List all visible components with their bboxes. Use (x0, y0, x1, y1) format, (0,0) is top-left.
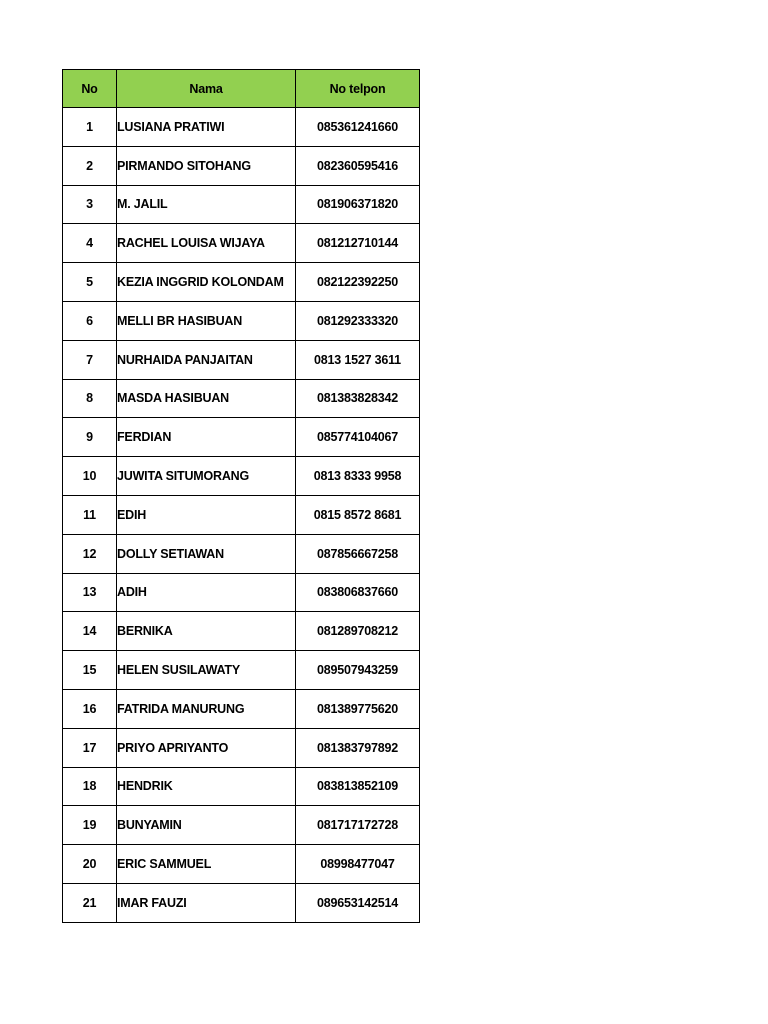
row-name: KEZIA INGGRID KOLONDAM (117, 263, 296, 302)
row-phone: 081906371820 (296, 185, 420, 224)
contact-table (62, 69, 420, 923)
table-row (63, 767, 420, 806)
row-name: EDIH (117, 495, 296, 534)
row-phone: 082360595416 (296, 146, 420, 185)
row-number: 3 (63, 185, 117, 224)
table-row (63, 612, 420, 651)
row-name: MASDA HASIBUAN (117, 379, 296, 418)
table-row (63, 263, 420, 302)
table-row (63, 651, 420, 690)
row-number: 19 (63, 806, 117, 845)
table-row (63, 845, 420, 884)
row-name: HENDRIK (117, 767, 296, 806)
row-number: 4 (63, 224, 117, 263)
row-number: 13 (63, 573, 117, 612)
row-number: 1 (63, 108, 117, 147)
table-row (63, 224, 420, 263)
row-phone: 08998477047 (296, 845, 420, 884)
row-phone: 0813 1527 3611 (296, 340, 420, 379)
row-number: 18 (63, 767, 117, 806)
header-telpon: No telpon (296, 70, 420, 108)
table-row (63, 108, 420, 147)
row-number: 15 (63, 651, 117, 690)
row-name: JUWITA SITUMORANG (117, 457, 296, 496)
row-number: 10 (63, 457, 117, 496)
row-phone: 082122392250 (296, 263, 420, 302)
table-header (63, 70, 420, 108)
table-row (63, 379, 420, 418)
row-name: BERNIKA (117, 612, 296, 651)
row-name: M. JALIL (117, 185, 296, 224)
row-phone: 085361241660 (296, 108, 420, 147)
table-row (63, 340, 420, 379)
table-body (63, 108, 420, 923)
header-no: No (63, 70, 117, 108)
row-phone: 087856667258 (296, 534, 420, 573)
row-phone: 083806837660 (296, 573, 420, 612)
row-name: RACHEL LOUISA WIJAYA (117, 224, 296, 263)
row-name: IMAR FAUZI (117, 883, 296, 922)
table-row (63, 301, 420, 340)
table-row (63, 534, 420, 573)
row-number: 7 (63, 340, 117, 379)
row-name: ADIH (117, 573, 296, 612)
row-number: 21 (63, 883, 117, 922)
row-phone: 081212710144 (296, 224, 420, 263)
row-phone: 089507943259 (296, 651, 420, 690)
table-row (63, 806, 420, 845)
row-name: BUNYAMIN (117, 806, 296, 845)
row-phone: 089653142514 (296, 883, 420, 922)
row-number: 12 (63, 534, 117, 573)
row-name: NURHAIDA PANJAITAN (117, 340, 296, 379)
row-name: FATRIDA MANURUNG (117, 689, 296, 728)
row-phone: 081383828342 (296, 379, 420, 418)
row-number: 2 (63, 146, 117, 185)
table-row (63, 495, 420, 534)
row-number: 20 (63, 845, 117, 884)
table-row (63, 146, 420, 185)
row-phone: 085774104067 (296, 418, 420, 457)
row-number: 8 (63, 379, 117, 418)
table-row (63, 728, 420, 767)
row-number: 11 (63, 495, 117, 534)
row-phone: 083813852109 (296, 767, 420, 806)
header-row (63, 70, 420, 108)
row-name: PIRMANDO SITOHANG (117, 146, 296, 185)
header-nama: Nama (117, 70, 296, 108)
row-phone: 081383797892 (296, 728, 420, 767)
table-row (63, 573, 420, 612)
row-name: FERDIAN (117, 418, 296, 457)
row-phone: 081292333320 (296, 301, 420, 340)
row-number: 5 (63, 263, 117, 302)
table-row (63, 457, 420, 496)
row-name: DOLLY SETIAWAN (117, 534, 296, 573)
row-name: LUSIANA PRATIWI (117, 108, 296, 147)
row-number: 17 (63, 728, 117, 767)
row-name: HELEN SUSILAWATY (117, 651, 296, 690)
row-number: 9 (63, 418, 117, 457)
row-name: ERIC SAMMUEL (117, 845, 296, 884)
row-number: 6 (63, 301, 117, 340)
row-phone: 0813 8333 9958 (296, 457, 420, 496)
row-number: 14 (63, 612, 117, 651)
row-phone: 081289708212 (296, 612, 420, 651)
table-row (63, 883, 420, 922)
row-number: 16 (63, 689, 117, 728)
table-row (63, 418, 420, 457)
row-name: PRIYO APRIYANTO (117, 728, 296, 767)
table-row (63, 185, 420, 224)
row-name: MELLI BR HASIBUAN (117, 301, 296, 340)
row-phone: 081717172728 (296, 806, 420, 845)
row-phone: 081389775620 (296, 689, 420, 728)
table-row (63, 689, 420, 728)
row-phone: 0815 8572 8681 (296, 495, 420, 534)
